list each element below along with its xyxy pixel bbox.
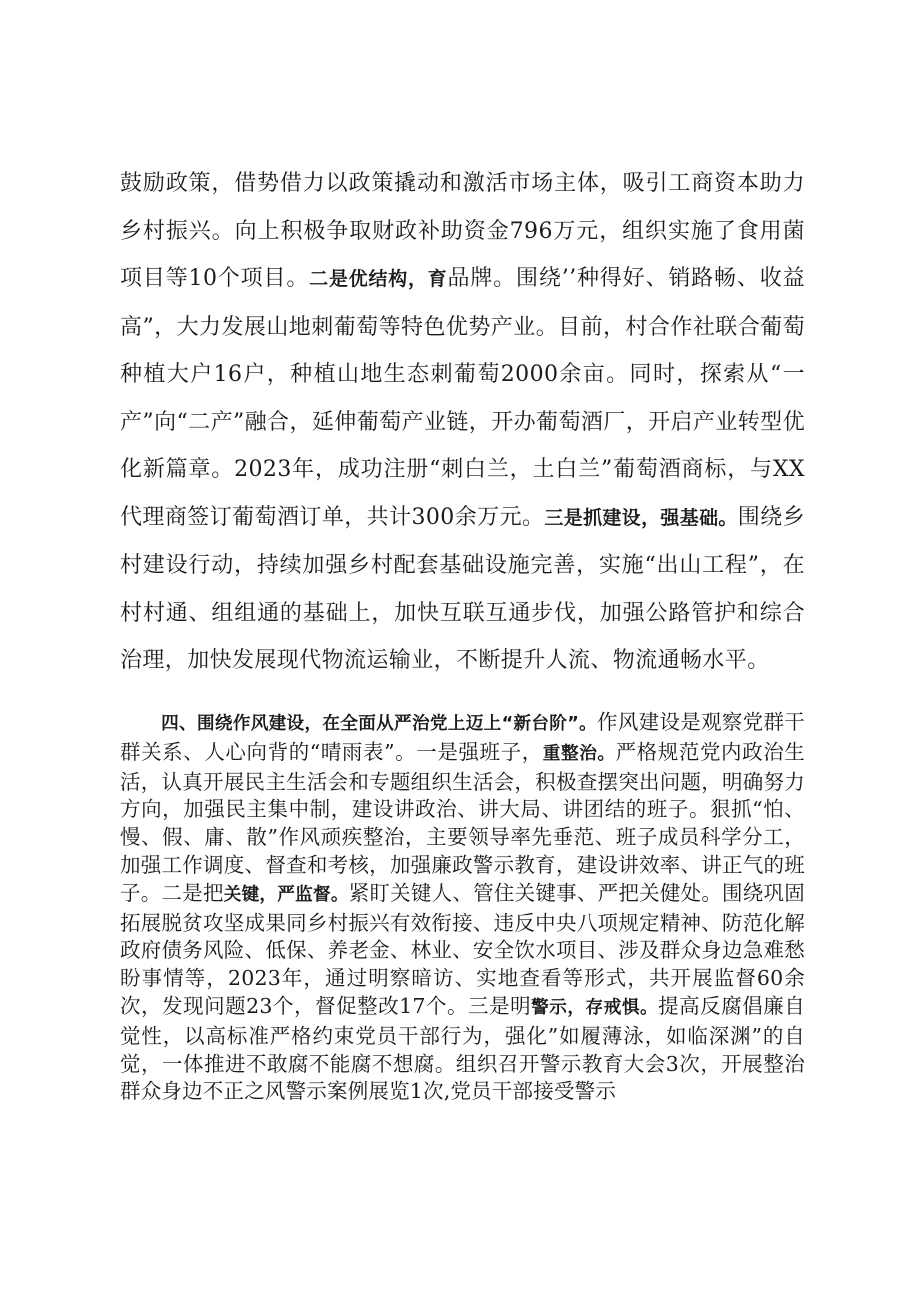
paragraph2-text-4: 提高反腐倡廉自觉性，以高标准严格约束党员干部行为，强化”如履薄泳，如临深渊”的自觉，一体推进不敢腐不能腐不想腐。组织召开警示教育大会3次，开展整治群众身边不正之风警示案例展览1次,党员干部接受警示 [120, 993, 806, 1104]
paragraph-rural-industry [120, 160, 805, 685]
paragraph-work-style [120, 709, 805, 1106]
paragraph1-highlight-structure: 二是优结构，育 [309, 268, 448, 290]
paragraph2-highlight-rectify: 重整治。 [542, 743, 616, 764]
section-four-heading: 四、围绕作风建设，在全面从严治党上迈上“新台阶”。 [161, 714, 598, 734]
paragraph1-highlight-construction: 三是抓建设，强基础。 [544, 506, 738, 529]
paragraph1-text-1: 鼓励政策，借势借力以政策撬动和激活市场主体，吸引工商资本助力乡村振兴。向上积极争取财政补助资金796万元，组织实施了食用菌项目等10个项目。 [120, 171, 805, 291]
paragraph2-text-1: 作风建设是观察党群干群关系、人心向背的“晴雨表”。一是强班子， [120, 710, 805, 764]
paragraph1-text-2: 品牌。围绕’’种得好、销路畅、收益高”，大力发展山地刺葡萄等特色优势产业。目前，村合作社联合葡萄种植大户16户，种植山地生态刺葡萄2000余亩。同时，探索从“一产”向“二产”融合，延伸葡萄产业链，开办葡萄酒厂，开启产业转型优化新篇章。2023年，成功注册“刺白兰，土白兰”葡萄酒商标，与XX代理商签订葡萄酒订单，共计300余万元。 [120, 266, 805, 530]
paragraph1-text-3: 围绕乡村建设行动，持续加强乡村配套基础设施完善，实施“出山工程”，在村村通、组组通的基础上，加快互联互通步伐，加强公路管护和综合治理，加快发展现代物流运输业，不断提升人流、物流通畅水平。 [120, 504, 805, 673]
paragraph2-highlight-supervise: 关键，严监督。 [223, 884, 349, 905]
paragraph2-highlight-warning: 警示，存戒惧。 [531, 997, 659, 1018]
paragraph2-text-2: 严格规范党内政治生活，认真开展民主生活会和专题组织生活会，积极查摆突出问题，明确努力方向，加强民主集中制，建设讲政治、讲大局、讲团结的班子。狠抓“怕、慢、假、庸、散”作风顽疾整治，主要领导率先垂范、班子成员科学分工，加强工作调度、督查和考核，加强廉政警示教育，建设讲效率、讲正气的班子。二是把 [120, 739, 805, 905]
paragraph2-text-3: 紧盯关键人、管住关键事、严把关健处。围绕巩固拓展脱贫攻坚成果同乡村振兴有效衔接、违反中央八项规定精神、防范化解政府债务风险、低保、养老金、林业、安全饮水项目、涉及群众身边急难愁盼事情等，2023年，通过明察暗访、实地查看等形式，共开展监督60余次，发现问题23个，督促整改17个。三是明 [120, 880, 805, 1018]
